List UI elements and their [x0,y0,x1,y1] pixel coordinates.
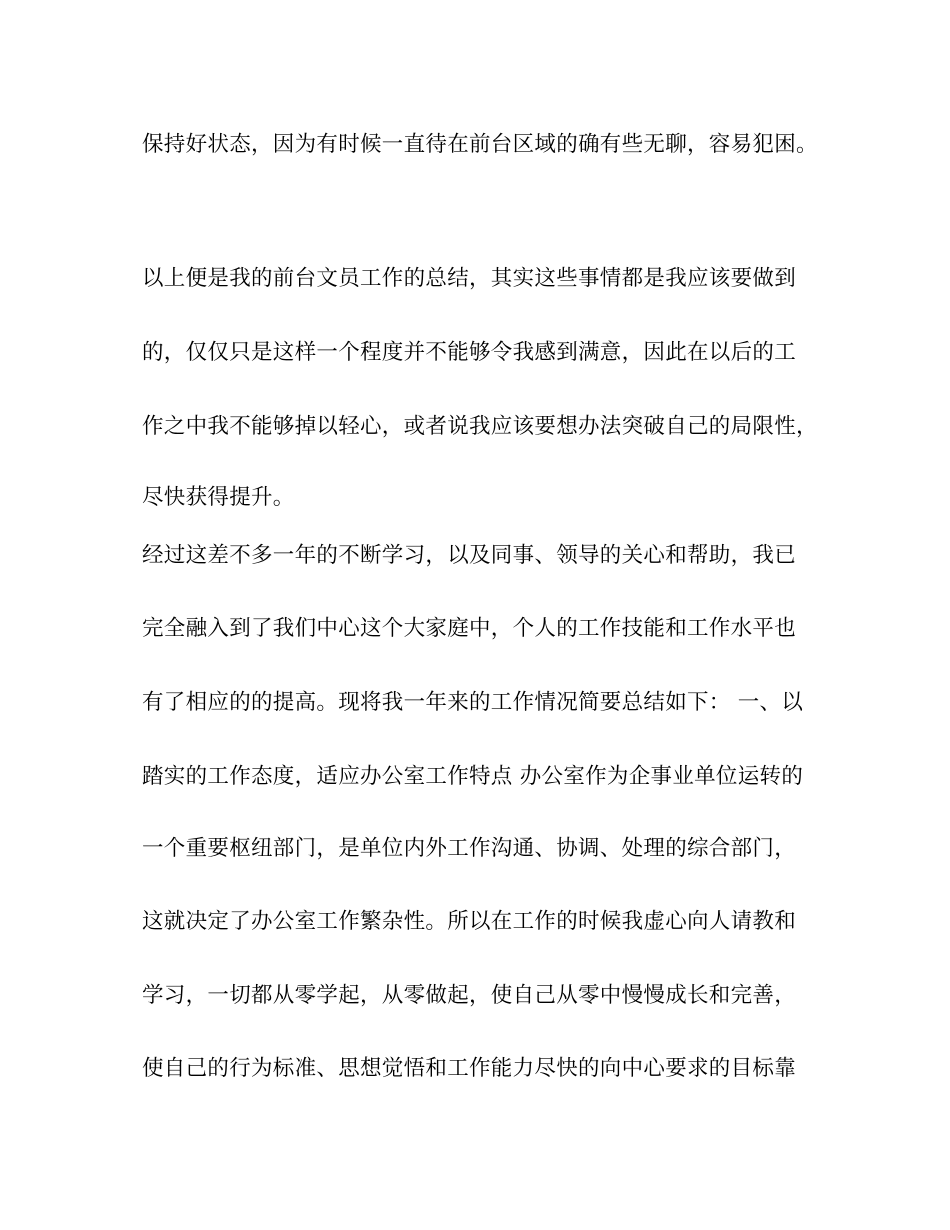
text-line: 使自己的行为标准、思想觉悟和工作能力尽快的向中心要求的目标靠 [142,1056,797,1081]
text-line: 以上便是我的前台文员工作的总结，其实这些事情都是我应该要做到 [142,266,797,291]
text-line: 保持好状态，因为有时候一直待在前台区域的确有些无聊，容易犯困。 [142,132,818,157]
text-line: 的，仅仅只是这样一个程度并不能够令我感到满意，因此在以后的工 [142,340,797,365]
text-line: 踏实的工作态度，适应办公室工作特点 办公室作为企事业单位运转的 [142,764,804,789]
text-line: 完全融入到了我们中心这个大家庭中，个人的工作技能和工作水平也 [142,616,797,641]
text-line: 学习，一切都从零学起，从零做起，使自己从零中慢慢成长和完善， [142,983,797,1008]
text-line: 尽快获得提升。 [142,485,295,510]
text-line: 作之中我不能够掉以轻心，或者说我应该要想办法突破自己的局限性， [142,414,818,439]
text-line: 有了相应的的提高。现将我一年来的工作情况简要总结如下： 一、以 [142,690,804,715]
text-line: 这就决定了办公室工作繁杂性。所以在工作的时候我虚心向人请教和 [142,909,797,934]
text-line: 经过这差不多一年的不断学习，以及同事、领导的关心和帮助，我已 [142,543,797,568]
text-line: 一个重要枢纽部门，是单位内外工作沟通、协调、处理的综合部门， [142,836,797,861]
